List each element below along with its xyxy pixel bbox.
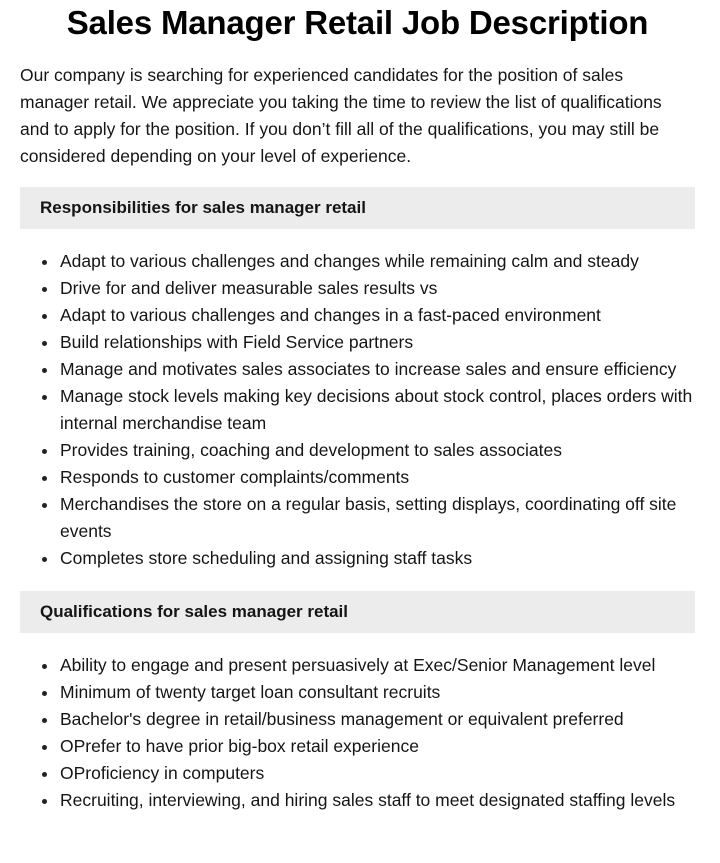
- list-item: Recruiting, interviewing, and hiring sales staff to meet designated staffing levels: [60, 787, 695, 814]
- bullet-icon: [42, 449, 47, 454]
- bullet-icon: [42, 287, 47, 292]
- list-item: Ability to engage and present persuasively at Exec/Senior Management level: [60, 652, 695, 679]
- list-item: Build relationships with Field Service partners: [60, 329, 695, 356]
- bullet-icon: [42, 314, 47, 319]
- list-item: Bachelor's degree in retail/business management or equivalent preferred: [60, 706, 695, 733]
- list-item: Manage stock levels making key decisions about stock control, places orders with internal merchandise team: [60, 383, 695, 437]
- list-item: Minimum of twenty target loan consultant recruits: [60, 679, 695, 706]
- responsibilities-list: [20, 248, 695, 572]
- bullet-icon: [42, 691, 47, 696]
- intro-paragraph: Our company is searching for experienced candidates for the position of sales manager retail. We appreciate you taking the time to review the list of qualifications and to apply for the position. If you don’t fill all of the qualifications, you may still be considered depending on your level of experience.: [20, 65, 662, 166]
- bullet-icon: [42, 476, 47, 481]
- qualifications-heading: Qualifications for sales manager retail: [20, 591, 695, 633]
- bullet-icon: [42, 772, 47, 777]
- list-item: Completes store scheduling and assigning staff tasks: [60, 545, 695, 572]
- bullet-icon: [42, 664, 47, 669]
- list-item: Adapt to various challenges and changes while remaining calm and steady: [60, 248, 695, 275]
- list-item: Adapt to various challenges and changes in a fast-paced environment: [60, 302, 695, 329]
- bullet-icon: [42, 368, 47, 373]
- list-item: OPrefer to have prior big-box retail experience: [60, 733, 695, 760]
- responsibilities-section: [20, 187, 695, 572]
- bullet-icon: [42, 718, 47, 723]
- bullet-icon: [42, 799, 47, 804]
- list-item: Drive for and deliver measurable sales results vs: [60, 275, 695, 302]
- bullet-icon: [42, 341, 47, 346]
- bullet-icon: [42, 395, 47, 400]
- bullet-icon: [42, 557, 47, 562]
- qualifications-list: [20, 652, 695, 814]
- qualifications-section: [20, 591, 695, 814]
- bullet-icon: [42, 503, 47, 508]
- bullet-icon: [42, 260, 47, 265]
- list-item: Provides training, coaching and development to sales associates: [60, 437, 695, 464]
- bullet-icon: [42, 745, 47, 750]
- list-item: Responds to customer complaints/comments: [60, 464, 695, 491]
- list-item: Manage and motivates sales associates to increase sales and ensure efficiency: [60, 356, 695, 383]
- responsibilities-heading: Responsibilities for sales manager retail: [20, 187, 695, 229]
- list-item: Merchandises the store on a regular basis, setting displays, coordinating off site events: [60, 491, 695, 545]
- list-item: OProficiency in computers: [60, 760, 695, 787]
- page-title: Sales Manager Retail Job Description: [66, 4, 649, 41]
